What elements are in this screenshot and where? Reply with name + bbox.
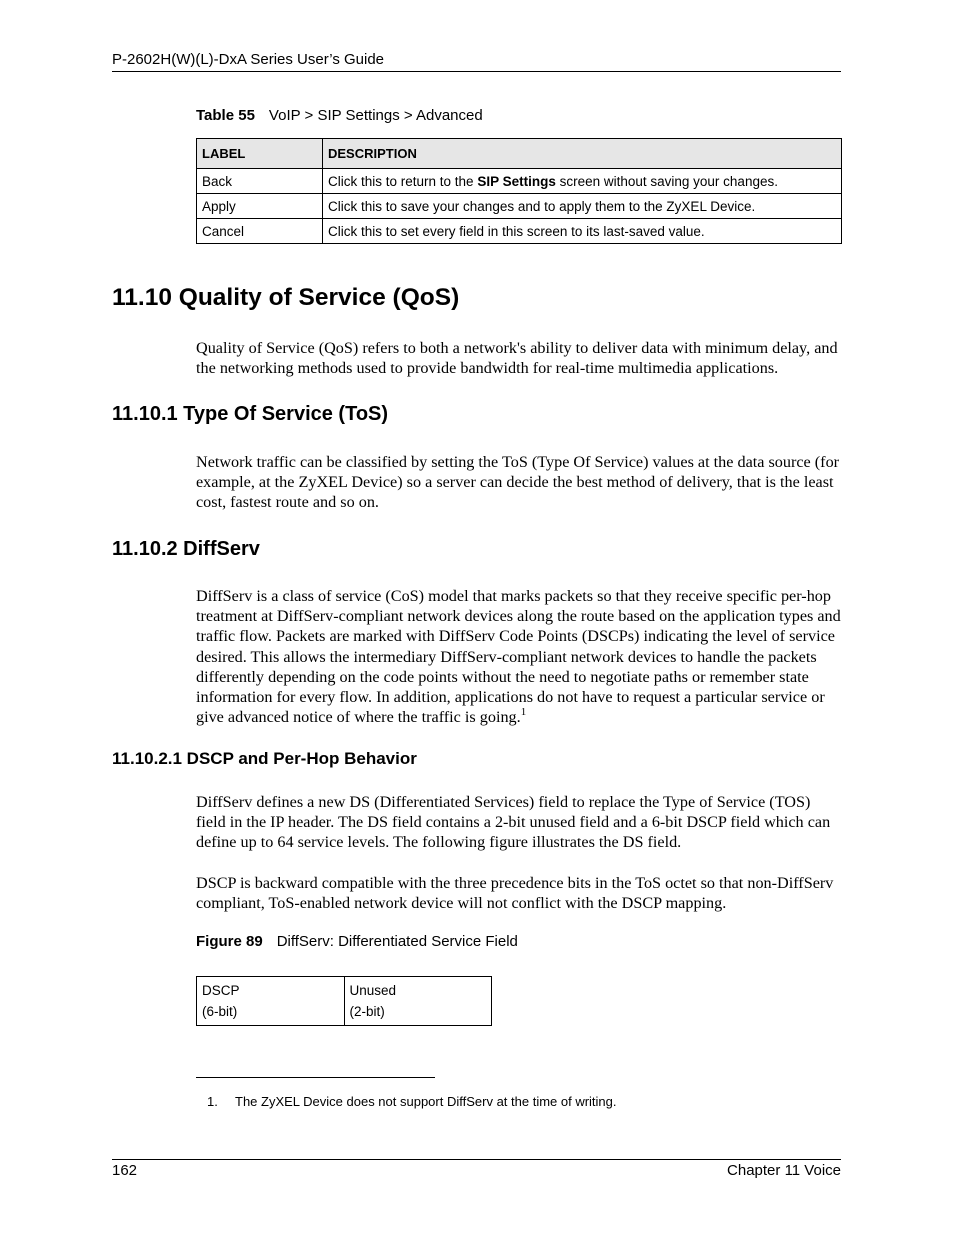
column-header-description: DESCRIPTION (323, 139, 842, 169)
table-header-row (197, 139, 842, 169)
header-rule (112, 71, 841, 72)
section-heading-dscp: 11.10.2.1 DSCP and Per-Hop Behavior (112, 749, 417, 768)
section-heading-qos: 11.10 Quality of Service (QoS) (112, 284, 460, 311)
ds-field-figure (196, 976, 492, 1026)
row-label: Back (197, 169, 323, 194)
running-header-title: P-2602H(W)(L)-DxA Series User’s Guide (112, 51, 385, 68)
section-heading-diffserv: 11.10.2 DiffServ (112, 538, 260, 560)
table-row (197, 194, 842, 219)
diffserv-text: DiffServ is a class of service (CoS) model that marks packets so that they receive specific per-hop treatment at DiffServ-compliant network devices along the route based on the application types and traffic flow. Packets are marked with DiffServ Code Points (DSCPs) indicating the level of service desired. This allows the intermediary DiffServ-compliant network devices to handle the packets differently depending on the code points without the need to negotiate paths or remember state information for every flow. In addition, applications do not have to request a particular service or give advanced notice of where the traffic is going. (196, 587, 841, 727)
row-description: Click this to set every field in this screen to its last-saved value. (323, 219, 842, 244)
table-row (197, 219, 842, 244)
tos-paragraph: Network traffic can be classified by setting the ToS (Type Of Service) values at the data source (for example, at the ZyXEL Device) so a server can decide the best method of delivery, that is the least cost, fastest route and so on. (196, 453, 840, 512)
section-heading-tos: 11.10.1 Type Of Service (ToS) (112, 403, 389, 425)
cell-line: DSCP (202, 983, 240, 998)
cell-line: Unused (349, 983, 397, 998)
desc-text: screen without saving your changes. (555, 173, 778, 189)
desc-bold-text: SIP Settings (477, 173, 556, 189)
unused-cell (344, 977, 492, 1026)
dscp-paragraph-1: DiffServ defines a new DS (Differentiated Services) field to replace the Type of Service (TOS) field in the IP header. The DS field contains a 2-bit unused field and a 6-bit DSCP field which can define up to 64 service levels. The following figure illustrates the DS field. (196, 793, 831, 852)
footer-chapter: Chapter 11 Voice (727, 1162, 841, 1179)
desc-text: Click this to return to the (328, 173, 478, 189)
footnote-number: 1. (207, 1094, 218, 1109)
row-description: Click this to save your changes and to apply them to the ZyXEL Device. (323, 194, 842, 219)
figure-caption (196, 933, 518, 950)
cell-line: (2-bit) (349, 1004, 385, 1019)
column-header-label: LABEL (197, 139, 323, 169)
dscp-cell (197, 977, 345, 1026)
footnote-text: The ZyXEL Device does not support DiffServ at the time of writing. (235, 1094, 617, 1109)
cell-line: (6-bit) (202, 1004, 238, 1019)
table-caption-text: VoIP > SIP Settings > Advanced (268, 107, 483, 124)
row-label: Apply (197, 194, 323, 219)
dscp-paragraph-2: DSCP is backward compatible with the three precedence bits in the ToS octet so that non-DiffServ compliant, ToS-enabled network device will not conflict with the DSCP mapping. (196, 874, 834, 913)
footnote (207, 1094, 617, 1109)
table-caption (196, 107, 483, 124)
figure-caption-text: DiffServ: Differentiated Service Field (276, 933, 518, 950)
footnote-reference: 1 (520, 706, 527, 719)
footer-rule (112, 1159, 841, 1160)
row-description (323, 169, 842, 194)
page-number: 162 (112, 1162, 138, 1179)
footnote-rule (196, 1077, 435, 1078)
qos-paragraph: Quality of Service (QoS) refers to both a network's ability to deliver data with minimum delay, and the networking methods used to provide bandwidth for real-time multimedia applications. (196, 339, 838, 378)
table-caption-label: Table 55 (196, 107, 255, 124)
table-row (197, 169, 842, 194)
sip-advanced-table (196, 138, 842, 244)
diffserv-paragraph (196, 586, 842, 727)
figure-caption-label: Figure 89 (196, 933, 263, 950)
row-label: Cancel (197, 219, 323, 244)
